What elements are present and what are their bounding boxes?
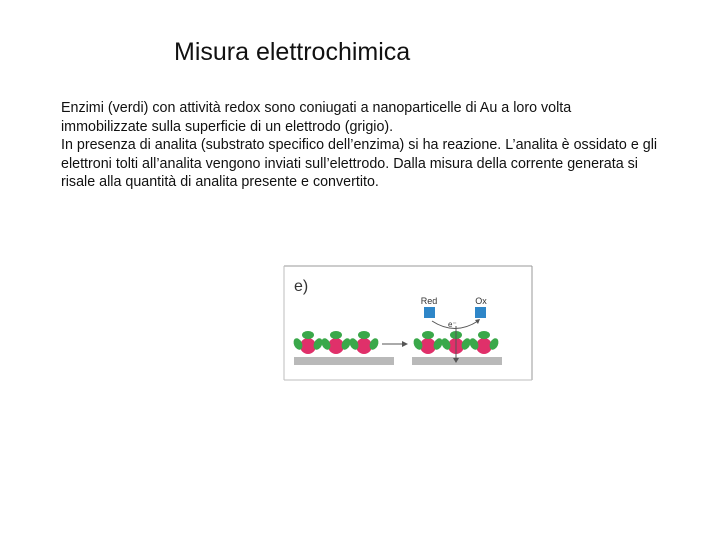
enzyme xyxy=(422,331,434,339)
nanoparticle-enzyme-left-2 xyxy=(320,331,352,354)
red-label: Red xyxy=(420,296,438,306)
nanoparticle-enzyme-right-3 xyxy=(468,331,500,354)
slide-title: Misura elettrochimica xyxy=(174,38,411,66)
enzyme xyxy=(478,331,490,339)
nanoparticle-enzyme-left-1 xyxy=(292,331,324,354)
paragraph-analyte: In presenza di analita (substrato specifico dell’enzima) si ha reazione. L’analita è ossidato e gli elettroni tolti all’analita vengono inviati sull’elettrodo. Dalla misura della corrente generata si risale alla quantità di analita presente e convertito. xyxy=(61,137,658,191)
enzyme xyxy=(330,331,342,339)
ox-label: Ox xyxy=(475,296,487,306)
paragraph-enzymes: Enzimi (verdi) con attività redox sono coniugati a nanoparticelle di Au a loro volta immobilizzate sulla superficie di un elettrodo (grigio). xyxy=(61,100,572,135)
biosensor-diagram xyxy=(282,264,534,382)
conversion-arrowhead xyxy=(475,319,480,324)
reduced-species xyxy=(424,307,435,318)
electron-label: e⁻ xyxy=(448,320,457,329)
biosensor-figure xyxy=(282,264,534,382)
process-arrowhead xyxy=(402,341,408,347)
enzyme xyxy=(302,331,314,339)
nanoparticle-enzyme-right-1 xyxy=(412,331,444,354)
electrode-left xyxy=(294,357,394,365)
slide-body xyxy=(61,99,661,192)
nanoparticle-enzyme-left-3 xyxy=(348,331,380,354)
panel-label: e) xyxy=(294,278,309,295)
enzyme xyxy=(358,331,370,339)
oxidized-species xyxy=(475,307,486,318)
